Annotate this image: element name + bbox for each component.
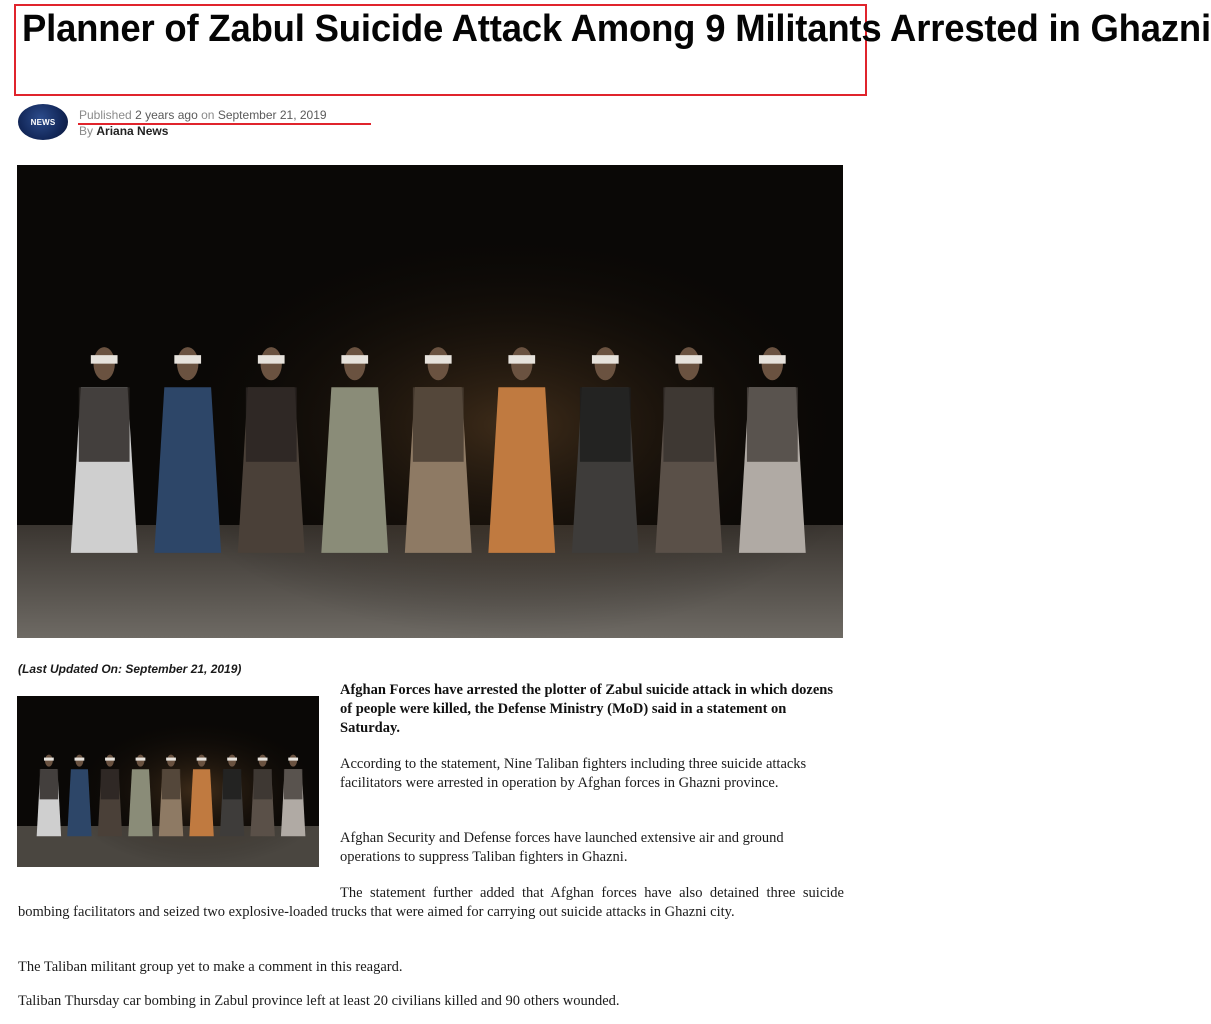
publisher-logo[interactable] xyxy=(18,104,68,140)
paragraph-2: Afghan Security and Defense forces have launched extensive air and ground operations to suppress Taliban fighters in Ghazni. xyxy=(340,830,784,865)
published-date: September 21, 2019 xyxy=(217,108,327,122)
published-ago: 2 years ago xyxy=(135,108,198,122)
published-line xyxy=(79,108,327,122)
article-meta xyxy=(18,104,418,144)
byline xyxy=(79,124,168,138)
main-photo-image xyxy=(17,165,843,638)
thumbnail-photo-image xyxy=(17,696,319,867)
author-link[interactable]: Ariana News xyxy=(96,124,169,138)
by-label: By xyxy=(79,124,94,138)
paragraph-3: The statement further added that Afghan forces have also detained three suicide bombing facilitators and seized two explosive-loaded trucks that were aimed for carrying out suicide attacks in Ghazni city. xyxy=(18,885,844,920)
headline-box xyxy=(14,4,1211,96)
last-updated: (Last Updated On: September 21, 2019) xyxy=(18,662,242,676)
paragraph-4: The Taliban militant group yet to make a comment in this reagard. xyxy=(18,959,403,975)
paragraph-1: According to the statement, Nine Taliban fighters including three suicide attacks facilitators were arrested in operation by Afghan forces in Ghazni province. xyxy=(340,756,807,791)
published-on-label: on xyxy=(201,108,215,122)
lead-paragraph: Afghan Forces have arrested the plotter of Zabul suicide attack in which dozens of people were killed, the Defense Ministry (MoD) said in a statement on Saturday. xyxy=(340,682,833,736)
publisher-logo-text: NEWS xyxy=(30,117,56,127)
paragraph-5: Taliban Thursday car bombing in Zabul province left at least 20 civilians killed and 90 others wounded. xyxy=(18,993,620,1009)
article-title: Planner of Zabul Suicide Attack Among 9 Militants Arrested in Ghazni xyxy=(22,8,1211,50)
published-label: Published xyxy=(79,108,132,122)
thumbnail-photo[interactable] xyxy=(17,696,319,867)
main-photo[interactable] xyxy=(17,165,843,638)
